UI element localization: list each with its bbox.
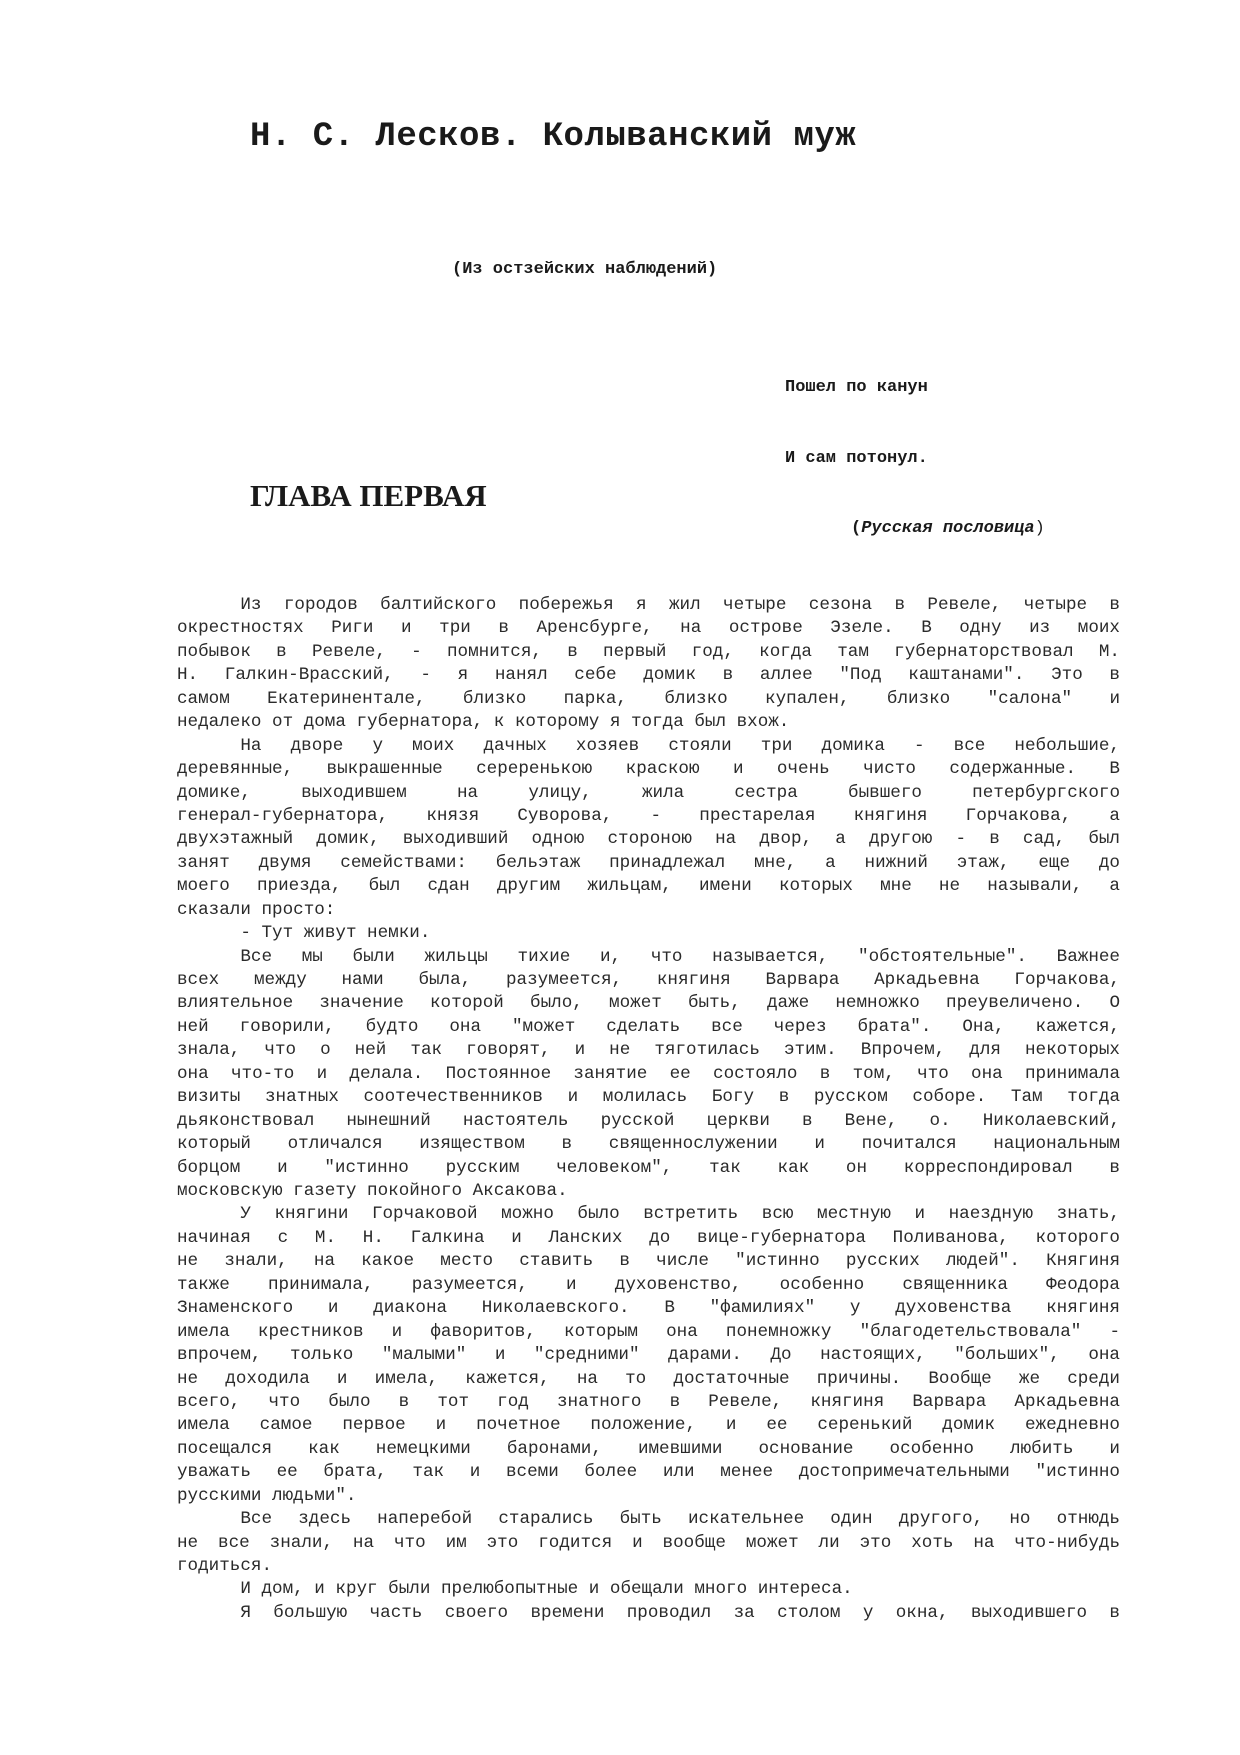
body-line: окрестностях Риги и три в Аренсбурге, на острове Эзеле. В одну из моих [177,618,1120,639]
body-line: всего, что было в тот год знатного в Ревеле, княгиня Варвара Аркадьевна [177,1391,1120,1412]
body-line: русскими людьми". [177,1485,357,1506]
body-line: уважать ее брата, так и всеми более или менее достопримечательными "истинно [177,1462,1120,1483]
body-line: также принимала, разумеется, и духовенство, особенно священника Феодора [177,1274,1120,1295]
body-line: самом Екатеринентале, близко парка, близко купален, близко "салона" и [177,688,1120,709]
body-line: недалеко от дома губернатора, к которому я тогда был вхож. [177,712,790,733]
body-line: моего приезда, был сдан другим жильцам, имени которых мне не называли, а [177,876,1120,897]
body-text [177,594,1120,1625]
body-line: имела крестников и фаворитов, которым она понемножку "благодетельствовала" - [177,1321,1120,1342]
epigraph-line: И сам потонул. [785,448,928,468]
epigraph [785,329,1045,588]
body-line: Из городов балтийского побережья я жил четыре сезона в Ревеле, четыре в [240,595,1120,615]
body-line: она что-то и делала. Постоянное занятие ее состояло в том, что она принимала [177,1063,1120,1084]
body-line: На дворе у моих дачных хозяев стояли три домика - все небольшие, [240,735,1120,756]
document-title: Н. С. Лесков. Колыванский муж [250,118,857,156]
body-line: впрочем, только "малыми" и "средними" дарами. До настоящих, "больших", она [177,1345,1120,1366]
body-line: побывок в Ревеле, - помнится, в первый год, когда там губернаторствовал М. [177,641,1120,662]
body-line: занят двумя семействами: бельэтаж принадлежал мне, а нижний этаж, еще до [177,852,1120,873]
body-line: не доходила и имела, кажется, на то достаточные причины. Вообще же среди [177,1368,1120,1389]
body-line: И дом, и круг были прелюбопытные и обещали много интереса. [240,1579,853,1600]
body-line: генерал-губернатора, князя Суворова, - престарелая княгиня Горчакова, а [177,805,1120,826]
body-line: начиная с М. Н. Галкина и Ланских до вице-губернатора Поливанова, которого [177,1227,1120,1248]
epigraph-source: Русская пословица [861,519,1035,538]
body-line: Знаменского и диакона Николаевского. В "фамилиях" у духовенства княгиня [177,1298,1120,1319]
body-line: домике, выходившем на улицу, жила сестра бывшего петербургского [177,782,1120,803]
body-line: влиятельное значение которой было, может быть, даже немножко преувеличено. О [177,993,1120,1014]
body-line: Все мы были жильцы тихие и, что называется, "обстоятельные". Важнее [240,946,1120,967]
body-line: Я большую часть своего времени проводил за столом у окна, выходившего в [240,1602,1120,1623]
body-line: московскую газету покойного Аксакова. [177,1180,568,1201]
chapter-heading: ГЛАВА ПЕРВАЯ [250,478,487,513]
body-line: сказали просто: [177,899,336,920]
epigraph-open-paren: ( [851,519,862,538]
body-line: двухэтажный домик, выходивший одною стороною на двор, а другою - в сад, был [177,829,1120,850]
epigraph-close-paren: ) [1034,519,1045,538]
body-line: ней говорили, будто она "может сделать все через брата". Она, кажется, [177,1016,1120,1037]
body-line: дьяконствовал нынешний настоятель русской церкви в Вене, о. Николаевский, [177,1110,1120,1131]
epigraph-source-line [785,517,1045,541]
body-line: визиты знатных соотечественников и молилась Богу в русском соборе. Там тогда [177,1087,1120,1108]
body-line: - Тут живут немки. [240,923,431,944]
body-line: Все здесь наперебой старались быть искательнее один другого, но отнюдь [240,1509,1120,1530]
document-subtitle: (Из остзейских наблюдений) [452,260,718,279]
body-line: знала, что о ней так говорят, и не тяготилась этим. Впрочем, для некоторых [177,1040,1120,1061]
body-line: посещался как немецкими баронами, имевшими основание особенно любить и [177,1438,1120,1459]
body-line: не все знали, на что им это годится и вообще может ли это хоть на что-нибудь [177,1532,1120,1553]
body-line: годиться. [177,1556,273,1577]
epigraph-line: Пошел по канун [785,378,928,397]
body-line: всех между нами была, разумеется, княгиня Варвара Аркадьевна Горчакова, [177,970,1120,991]
body-line: У княгини Горчаковой можно было встретить всю местную и наездную знать, [240,1204,1120,1225]
body-line: который отличался изяществом в священнослужении и почитался национальным [177,1134,1120,1155]
body-line: борцом и "истинно русским человеком", так как он корреспондировал в [177,1157,1120,1178]
body-line: не знали, на какое место ставить в числе "истинно русских людей". Княгиня [177,1251,1120,1272]
body-line: имела самое первое и почетное положение, и ее серенький домик ежедневно [177,1415,1120,1436]
body-line: деревянные, выкрашенные сереренькою краскою и очень чисто содержанные. В [177,759,1120,780]
body-line: Н. Галкин-Врасский, - я нанял себе домик в аллее "Под каштанами". Это в [177,665,1120,686]
